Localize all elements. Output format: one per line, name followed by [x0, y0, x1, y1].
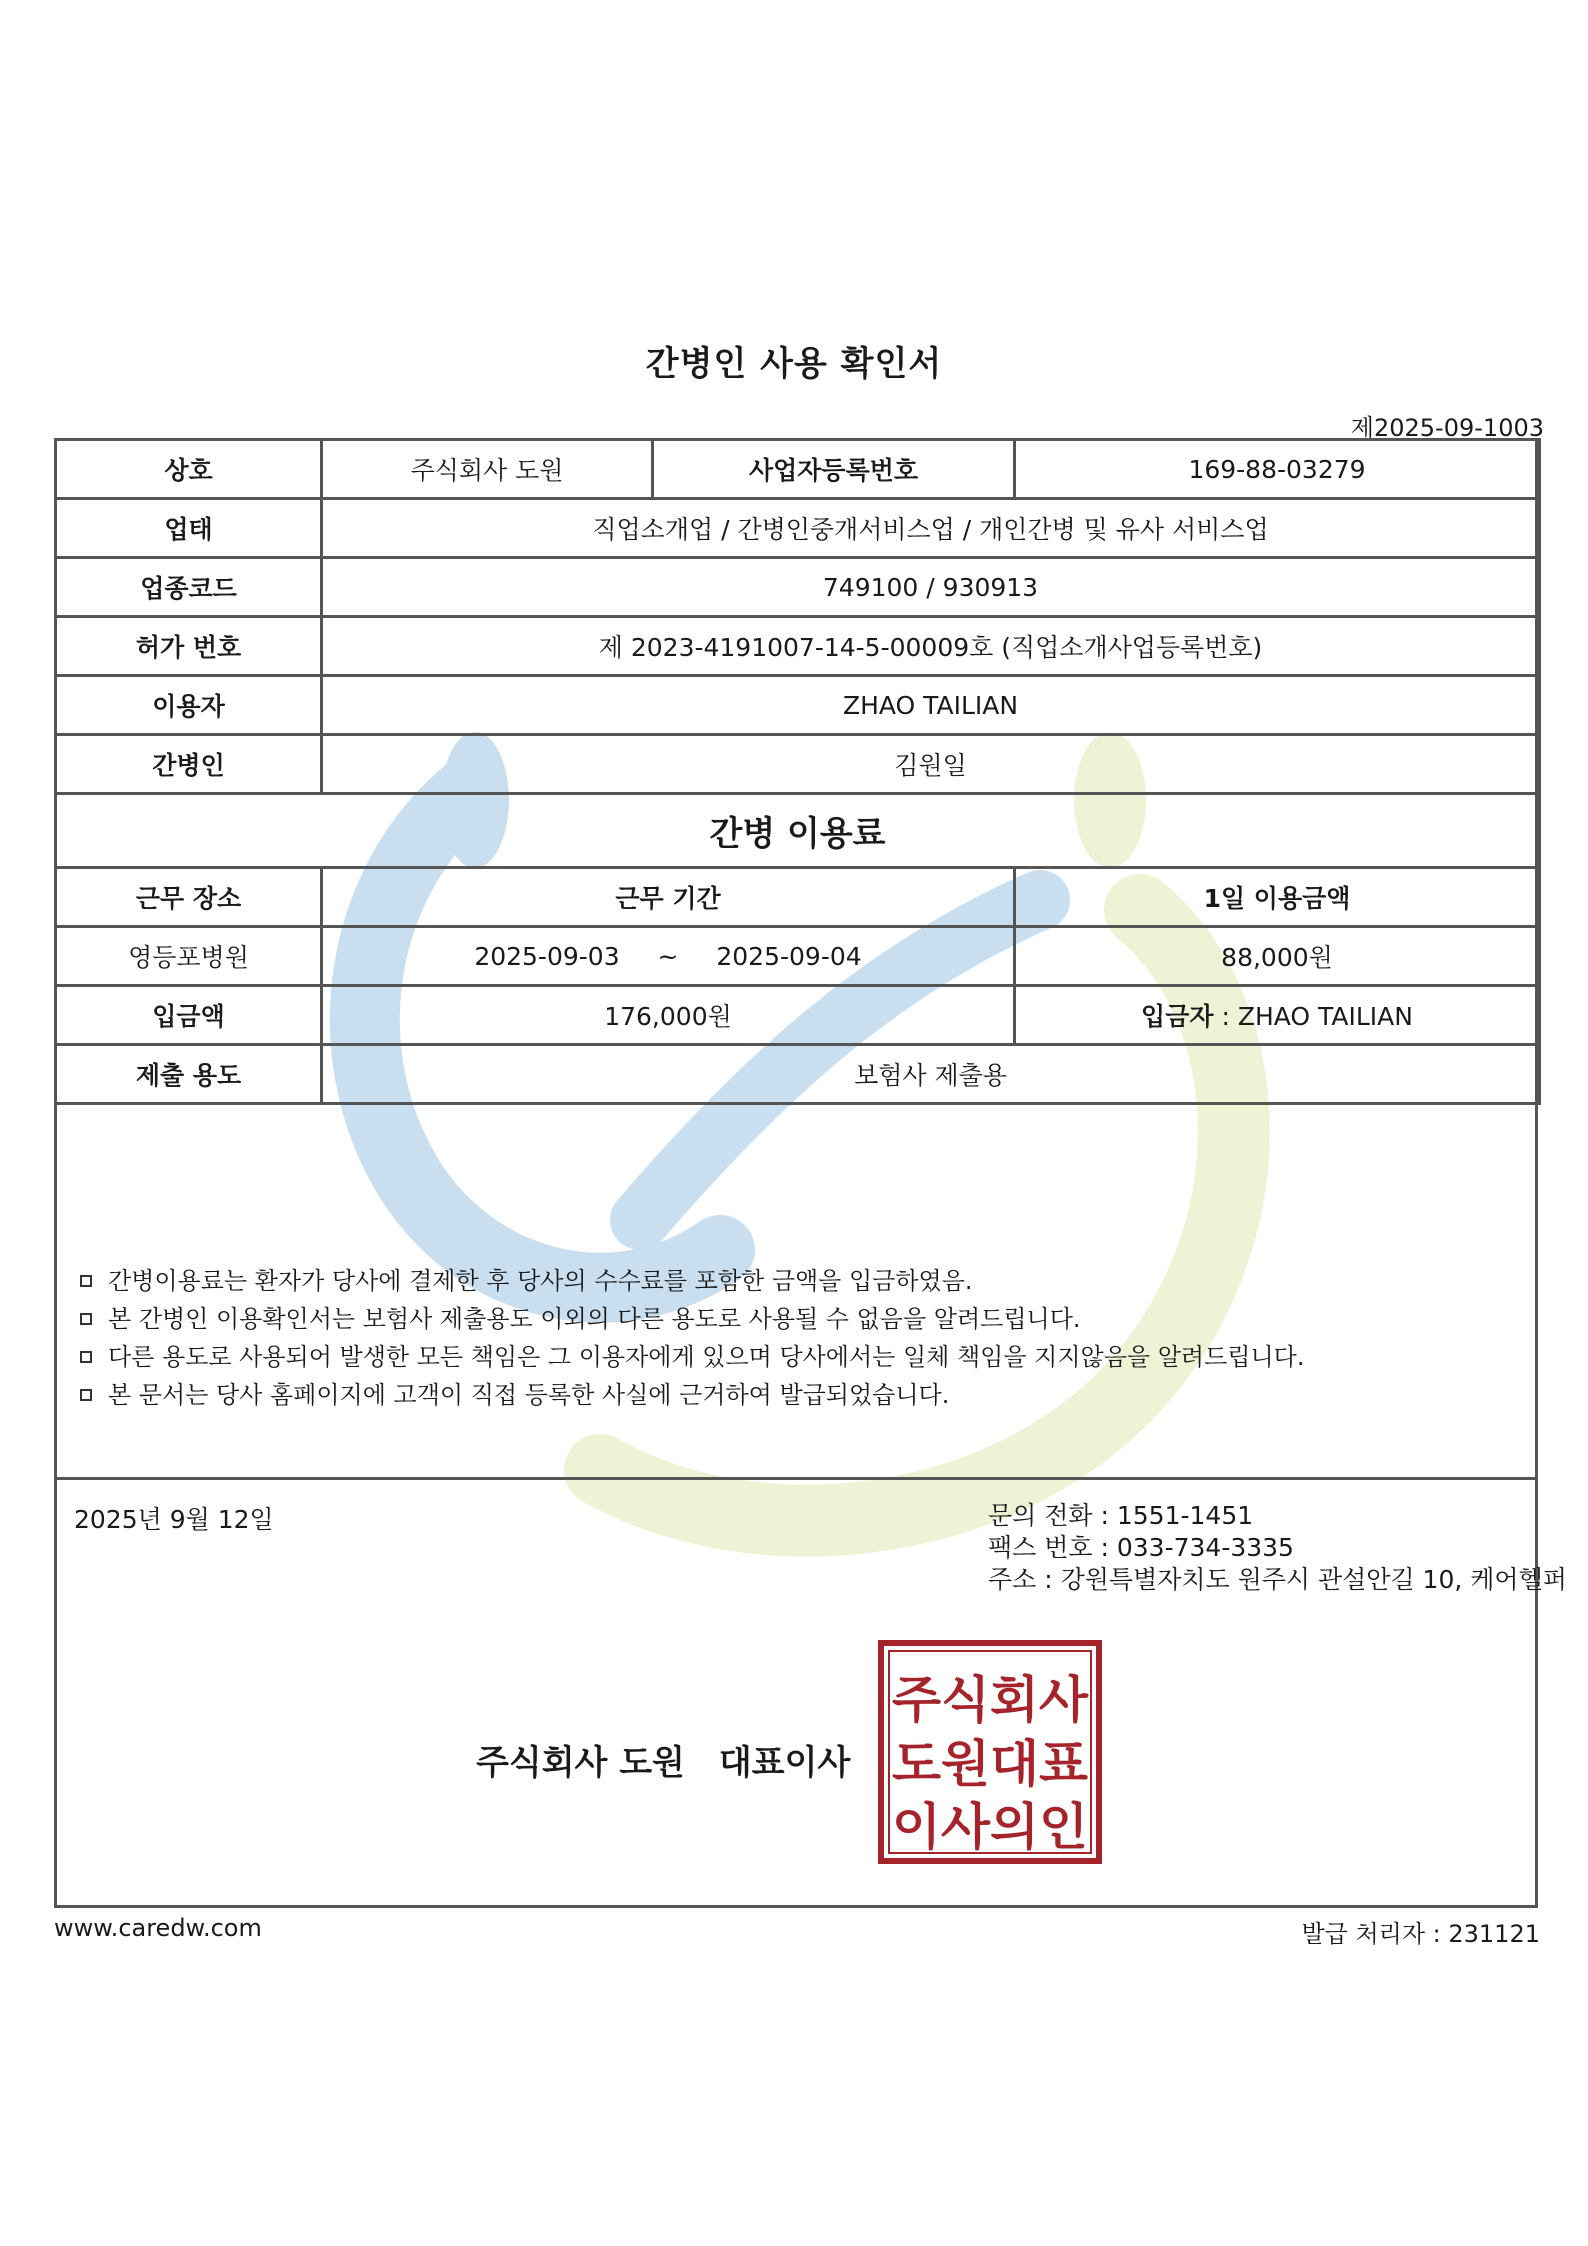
- fee-section-title: 간병 이용료: [56, 794, 1540, 868]
- issuer-info: 발급 처리자 : 231121: [1301, 1920, 1540, 1948]
- row-caregiver: [56, 735, 1540, 794]
- svg-text:주식회사: 주식회사: [892, 1671, 1089, 1729]
- row-fee-headers: [56, 868, 1540, 927]
- note-item: 본 간병인 이용확인서는 보험사 제출용도 이외의 다른 용도로 사용될 수 없음을 알려드립니다.: [80, 1300, 1304, 1338]
- row-biztype: [56, 499, 1540, 558]
- deposit-value: 176,000원: [322, 986, 1015, 1045]
- deposit-label: 입금액: [56, 986, 322, 1045]
- section-divider: [54, 1477, 1538, 1480]
- contact-address: 주소 : 강원특별자치도 원주시 관설안길 10, 케어헬퍼: [988, 1565, 1567, 1594]
- caregiver-value: 김원일: [322, 735, 1540, 794]
- period-start: 2025-09-03: [474, 941, 620, 971]
- note-item: 다른 용도로 사용되어 발생한 모든 책임은 그 이용자에게 있으며 당사에서는 일체 책임을 지지않음을 알려드립니다.: [80, 1338, 1304, 1376]
- square-bullet-icon: [80, 1389, 92, 1401]
- document-number: 제2025-09-1003: [1350, 414, 1544, 442]
- row-fee-values: [56, 927, 1540, 986]
- signature-line: [476, 1735, 850, 1784]
- row-industry-code: [56, 558, 1540, 617]
- user-label: 이용자: [56, 676, 322, 735]
- square-bullet-icon: [80, 1313, 92, 1325]
- purpose-value: 보험사 제출용: [322, 1045, 1540, 1104]
- license-value: 제 2023-4191007-14-5-00009호 (직업소개사업등록번호): [322, 617, 1540, 676]
- daily-fee-label: 1일 이용금액: [1015, 868, 1540, 927]
- square-bullet-icon: [80, 1275, 92, 1287]
- period-separator: ~: [657, 941, 679, 971]
- depositor-label: 입금자: [1141, 1002, 1214, 1031]
- row-user: [56, 676, 1540, 735]
- purpose-label: 제출 용도: [56, 1045, 322, 1104]
- website-link[interactable]: www.caredw.com: [54, 1914, 262, 1942]
- period-label: 근무 기간: [322, 868, 1015, 927]
- info-table: [54, 438, 1541, 1105]
- depositor-cell: [1015, 986, 1540, 1045]
- workplace-label: 근무 장소: [56, 868, 322, 927]
- company-seal-stamp: [878, 1640, 1102, 1864]
- caregiver-label: 간병인: [56, 735, 322, 794]
- note-item: 본 문서는 당사 홈페이지에 고객이 직접 등록한 사실에 근거하여 발급되었습니다.: [80, 1376, 1304, 1414]
- user-value: ZHAO TAILIAN: [322, 676, 1540, 735]
- biztype-value: 직업소개업 / 간병인중개서비스업 / 개인간병 및 유사 서비스업: [322, 499, 1540, 558]
- row-deposit: [56, 986, 1540, 1045]
- biztype-label: 업태: [56, 499, 322, 558]
- row-fee-title: [56, 794, 1540, 868]
- company-value: 주식회사 도원: [322, 440, 653, 499]
- svg-text:이사의인: 이사의인: [892, 1798, 1088, 1856]
- signature-ceo-title: 대표이사: [718, 1743, 851, 1783]
- contact-info: [988, 1500, 1567, 1596]
- square-bullet-icon: [80, 1351, 92, 1363]
- signature-company: 주식회사 도원: [476, 1743, 685, 1783]
- contact-phone: 문의 전화 : 1551-1451: [988, 1501, 1254, 1530]
- workplace-value: 영등포병원: [56, 927, 322, 986]
- note-item: 간병이용료는 환자가 당사에 결제한 후 당사의 수수료를 포함한 금액을 입금하였음.: [80, 1262, 1304, 1300]
- notes-list: [80, 1262, 1304, 1414]
- company-label: 상호: [56, 440, 322, 499]
- period-value: [322, 927, 1015, 986]
- row-purpose: [56, 1045, 1540, 1104]
- bizreg-label: 사업자등록번호: [653, 440, 1015, 499]
- row-license: [56, 617, 1540, 676]
- issue-date: 2025년 9월 12일: [74, 1505, 274, 1534]
- daily-fee-value: 88,000원: [1015, 927, 1540, 986]
- svg-text:도원대표: 도원대표: [892, 1735, 1089, 1793]
- contact-fax: 팩스 번호 : 033-734-3335: [988, 1533, 1294, 1562]
- depositor-value: : ZHAO TAILIAN: [1213, 1002, 1413, 1031]
- document-title: 간병인 사용 확인서: [645, 344, 943, 384]
- period-end: 2025-09-04: [716, 941, 862, 971]
- industry-code-label: 업종코드: [56, 558, 322, 617]
- bizreg-value: 169-88-03279: [1015, 440, 1540, 499]
- industry-code-value: 749100 / 930913: [322, 558, 1540, 617]
- row-company: [56, 440, 1540, 499]
- license-label: 허가 번호: [56, 617, 322, 676]
